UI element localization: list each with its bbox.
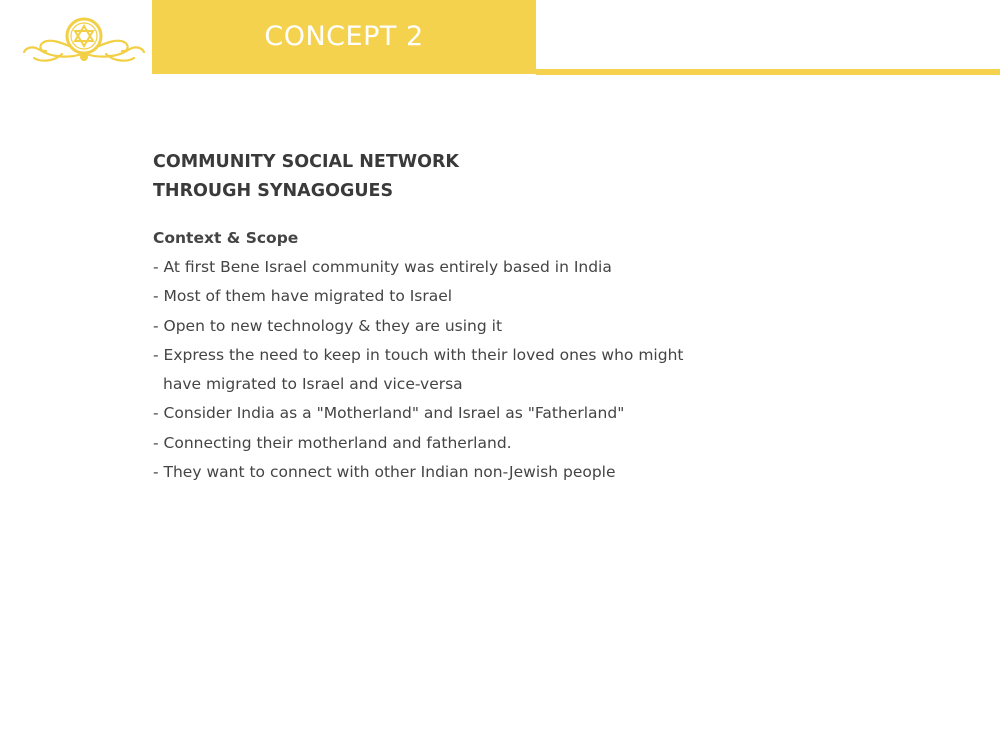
heading-line-2: THROUGH SYNAGOGUES	[153, 181, 394, 201]
list-item: - At first Bene Israel community was entirely based in India	[153, 258, 612, 276]
list-item: - Open to new technology & they are using it	[153, 316, 503, 335]
header-divider-line	[536, 69, 1000, 75]
list-item: - Consider India as a "Motherland" and Israel as "Fatherland"	[153, 404, 625, 423]
content-body	[153, 148, 793, 487]
list-item: - Most of them have migrated to Israel	[153, 287, 453, 306]
page-title: CONCEPT 2	[264, 20, 424, 52]
bullet-list	[153, 253, 793, 487]
heading-line-1: COMMUNITY SOCIAL NETWORK	[153, 152, 459, 172]
list-item: - They want to connect with other Indian non-Jewish people	[153, 463, 616, 482]
section-heading	[153, 148, 793, 206]
title-banner	[152, 0, 536, 74]
star-of-david-ornament-icon	[22, 14, 146, 66]
context-scope-subheading: Context & Scope	[153, 229, 299, 247]
list-item: - Connecting their motherland and fatherland.	[153, 433, 512, 452]
list-item: - Express the need to keep in touch with their loved ones who might have migrated to Israel and vice-versa	[153, 345, 684, 394]
